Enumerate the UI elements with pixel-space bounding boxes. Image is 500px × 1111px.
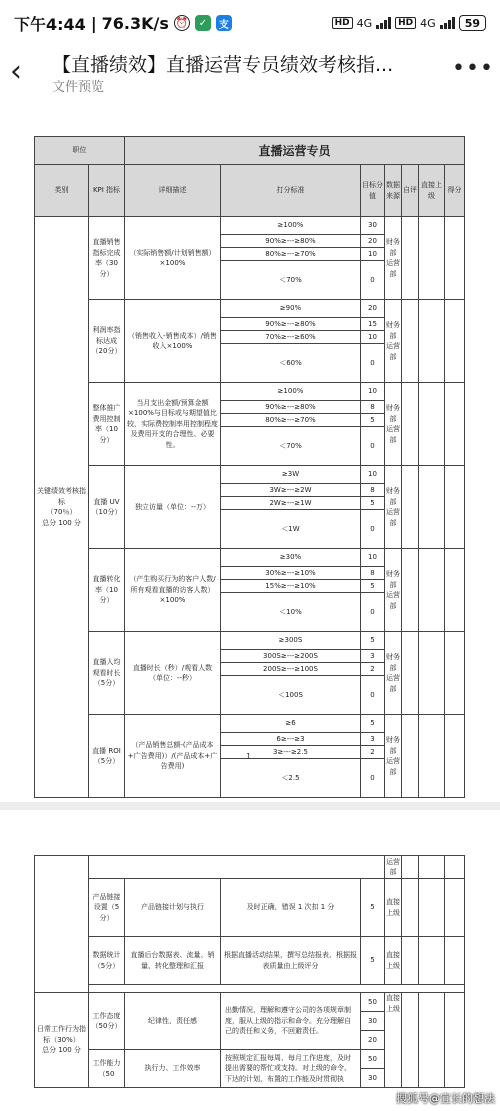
supervisor-cell [419, 549, 445, 632]
target-score: 10 [361, 549, 385, 567]
data-source: 财务部 运营部 [385, 549, 402, 632]
supervisor-cell [419, 300, 445, 383]
target-score: 20 [361, 1031, 385, 1050]
scoring-criterion: 70%≥---≥60% [221, 331, 361, 344]
scoring-criterion: ≥100% [221, 217, 361, 235]
target-score: 5 [361, 632, 385, 650]
scoring-criterion: ≥90% [221, 300, 361, 318]
target-score: 3 [361, 733, 385, 746]
target-score: 2 [361, 663, 385, 676]
final-score-cell [445, 632, 465, 715]
table-row [35, 985, 465, 993]
kpi-name: 利润率指标达成（20分） [89, 300, 125, 383]
scoring-criterion: ＜70% [221, 261, 361, 300]
data-source: 运营部 [385, 856, 402, 879]
kpi-name: 直播 ROI（5分） [89, 715, 125, 798]
watermark: 搜狐号@宜长的想法 [396, 1092, 495, 1105]
status-bar: 下午4:44 | 76.3K/s ⏰ ✓ 支 HD 4G HD 4G 59 [0, 0, 500, 46]
col-header: 目标分值 [361, 165, 385, 217]
scoring-criterion: 2W≥---≥1W [221, 497, 361, 510]
kpi-description: 产品链接计划与执行 [125, 879, 221, 937]
self-evaluation-cell [402, 300, 419, 383]
kpi-name: 产品链接设置（5分） [89, 879, 125, 937]
target-score: 20 [361, 300, 385, 318]
kpi-description: 纪律性、责任感 [125, 993, 221, 1050]
scoring-criterion: ＜1W [221, 510, 361, 549]
target-score: 15 [361, 318, 385, 331]
target-score: 5 [361, 879, 385, 937]
scoring-criterion: 出勤情况，理解和遵守公司的各项规章制度，服从上级的指示和命令。充分理解自己的责任和义务，不回避责任。 [221, 993, 361, 1050]
kpi-description: （产品销售总额-(产品成本+广告费用)）/(产品成本+广告费用) [125, 715, 221, 798]
kpi-name: 数据统计（5分） [89, 937, 125, 985]
col-header: 直接上级 [419, 165, 445, 217]
table-row [35, 856, 465, 879]
final-score-cell [445, 549, 465, 632]
self-evaluation-cell [402, 383, 419, 466]
alipay-app-icon: 支 [216, 15, 232, 31]
table-row [35, 715, 465, 733]
target-score: 3 [361, 650, 385, 663]
target-score: 0 [361, 344, 385, 383]
network-type-2: 4G [420, 16, 436, 30]
target-score: 0 [361, 427, 385, 466]
scoring-criterion: 3≥---≥2.5 [221, 746, 361, 759]
kpi-description: 独立访量（单位：--万） [125, 466, 221, 549]
data-source: 直接上级 [385, 937, 402, 985]
target-score: 30 [361, 1012, 385, 1031]
table-row [35, 300, 465, 318]
position-name: 直播运营专员 [125, 137, 465, 165]
data-source: 财务部 运营部 [385, 300, 402, 383]
self-evaluation-cell [402, 632, 419, 715]
shield-app-icon: ✓ [195, 15, 211, 31]
scoring-criterion: ≥300S [221, 632, 361, 650]
scoring-criterion: 30%≥---≥10% [221, 567, 361, 580]
clock: 下午4:44 [14, 14, 86, 34]
target-score: 0 [361, 510, 385, 549]
data-source: 财务部 运营部 [385, 715, 402, 798]
scoring-criterion: ≥100% [221, 383, 361, 401]
document-title: 【直播绩效】直播运营专员绩效考核指... [52, 54, 394, 76]
table-row [35, 632, 465, 650]
scoring-criterion: 90%≥---≥80% [221, 235, 361, 248]
kpi-table [34, 136, 465, 798]
category-kpi: 关键绩效考核指标 （70％） 总分 100 分 [35, 217, 89, 798]
scoring-criterion: 300S≥---≥200S [221, 650, 361, 663]
alarm-clock-icon: ⏰ [174, 15, 190, 31]
scoring-criterion: ＜100S [221, 676, 361, 715]
col-header: 打分标准 [221, 165, 361, 217]
col-header: 详细描述 [125, 165, 221, 217]
target-score: 10 [361, 383, 385, 401]
scoring-criterion: ≥3W [221, 466, 361, 484]
kpi-description: （产生购买行为的客户人数/所有观看直播的访客人数）×100% [125, 549, 221, 632]
document-subtitle: 文件预览 [52, 80, 105, 95]
hd-icon: HD [332, 17, 353, 29]
back-chevron-icon[interactable]: ‹ [10, 54, 22, 89]
target-score: 0 [361, 676, 385, 715]
target-score: 5 [361, 580, 385, 593]
scoring-criterion: 15%≥---≥10% [221, 580, 361, 593]
col-header: 类别 [35, 165, 89, 217]
scoring-criterion: ＜70% [221, 427, 361, 466]
target-score: 5 [361, 497, 385, 510]
scoring-criterion: 90%≥---≥80% [221, 401, 361, 414]
target-score: 10 [361, 466, 385, 484]
target-score: 50 [361, 993, 385, 1012]
kpi-description: （实际销售额/计划销售额）×100% [125, 217, 221, 300]
target-score: 8 [361, 567, 385, 580]
col-header: 得分 [445, 165, 465, 217]
final-score-cell [445, 466, 465, 549]
scoring-criterion: ＜60% [221, 344, 361, 383]
signal-icon [376, 17, 391, 29]
self-evaluation-cell [402, 466, 419, 549]
target-score: 0 [361, 261, 385, 300]
col-header: 数据来源 [385, 165, 402, 217]
kpi-description: 当月支出金额/预算金额×100%与目标或与期望值比较，实际费控制率用控制程度及费用开支的合理性、必要性。 [125, 383, 221, 466]
scoring-criterion: ≥6 [221, 715, 361, 733]
app-header [0, 46, 500, 100]
target-score: 2 [361, 746, 385, 759]
target-score: 20 [361, 235, 385, 248]
scoring-criterion: 6≥---≥3 [221, 733, 361, 746]
target-score: 30 [361, 217, 385, 235]
target-score: 5 [361, 414, 385, 427]
scoring-criterion: 按照规定汇报每周、每月工作进度，及时提出需要的帮忙或支持。对上级的命令、下达的计划，布置的工作能及时贯彻执 [221, 1050, 361, 1088]
data-source: 财务部 运营部 [385, 632, 402, 715]
kpi-name: 直播销售指标完成率（30分） [89, 217, 125, 300]
network-type: 4G [356, 16, 373, 30]
kpi-name: 直播人均观看时长（5分） [89, 632, 125, 715]
table-row [35, 879, 465, 937]
target-score: 5 [361, 715, 385, 733]
supervisor-cell [419, 466, 445, 549]
kpi-name: 工作能力（50 [89, 1050, 125, 1088]
target-score: 50 [361, 1050, 385, 1069]
data-source: 直接上级 [385, 879, 402, 937]
category-kpi-continued [35, 856, 89, 993]
signal-icon-2 [440, 17, 455, 29]
kpi-name: 直播转化率（10分） [89, 549, 125, 632]
supervisor-cell [419, 383, 445, 466]
data-source: 财务部 运营部 [385, 383, 402, 466]
scoring-criterion: 根据直播活动结果，撰写总结报表、根据报表质量由上级评分 [221, 937, 361, 985]
data-source: 直接上级 [385, 993, 402, 1088]
table-row [35, 383, 465, 401]
target-score: 10 [361, 248, 385, 261]
category-daily-behavior: 日常工作行为指标（30%） 总分 100 分 [35, 993, 89, 1088]
battery-icon: 59 [459, 15, 486, 31]
target-score: 0 [361, 593, 385, 632]
kpi-description: 直播后台数据表、流量、销量、转化整理和汇报 [125, 937, 221, 985]
table-row [35, 937, 465, 985]
supervisor-cell [419, 632, 445, 715]
final-score-cell [445, 383, 465, 466]
target-score: 30 [361, 1069, 385, 1088]
page-number: 1 [246, 752, 252, 761]
target-score: 8 [361, 484, 385, 497]
scoring-criterion: 及时正确，错误 1 次扣 1 分 [221, 879, 361, 937]
final-score-cell [445, 300, 465, 383]
kpi-table-continued [34, 855, 465, 1088]
supervisor-cell [419, 715, 445, 798]
scoring-criterion: 3W≥---≥2W [221, 484, 361, 497]
scoring-criterion: 80%≥---≥70% [221, 248, 361, 261]
kpi-description: 执行力、工作效率 [125, 1050, 221, 1088]
scoring-criterion: 80%≥---≥70% [221, 414, 361, 427]
self-evaluation-cell [402, 217, 419, 300]
self-evaluation-cell [402, 549, 419, 632]
more-options-icon[interactable]: ••• [452, 56, 494, 81]
network-speed: 76.3K/s [101, 13, 169, 33]
data-source: 财务部 运营部 [385, 217, 402, 300]
data-source: 财务部 运营部 [385, 466, 402, 549]
scoring-criterion: ＜10% [221, 593, 361, 632]
kpi-description: 直播时长（秒）/观看人数（单位：--秒） [125, 632, 221, 715]
scoring-criterion: ＜2.5 [221, 759, 361, 798]
target-score: 10 [361, 331, 385, 344]
self-evaluation-cell [402, 715, 419, 798]
position-label: 职位 [35, 137, 125, 165]
table-row [35, 993, 465, 1012]
table-row [35, 466, 465, 484]
col-header: 自评 [402, 165, 419, 217]
kpi-name: 工作态度（50分） [89, 993, 125, 1050]
hd-icon-2: HD [395, 17, 416, 29]
kpi-name: 直播 UV（10分） [89, 466, 125, 549]
kpi-description: （销售收入-销售成本）/销售收入×100% [125, 300, 221, 383]
final-score-cell [445, 715, 465, 798]
table-row [35, 217, 465, 235]
scoring-criterion: ≥30% [221, 549, 361, 567]
final-score-cell [445, 217, 465, 300]
col-header: KPI 指标 [89, 165, 125, 217]
supervisor-cell [419, 217, 445, 300]
target-score: 0 [361, 759, 385, 798]
scoring-criterion: 90%≥---≥80% [221, 318, 361, 331]
scoring-criterion: 200S≥---≥100S [221, 663, 361, 676]
table-row [35, 549, 465, 567]
target-score: 5 [361, 937, 385, 985]
kpi-name: 整体推广费用控制率（10分） [89, 383, 125, 466]
target-score: 8 [361, 401, 385, 414]
